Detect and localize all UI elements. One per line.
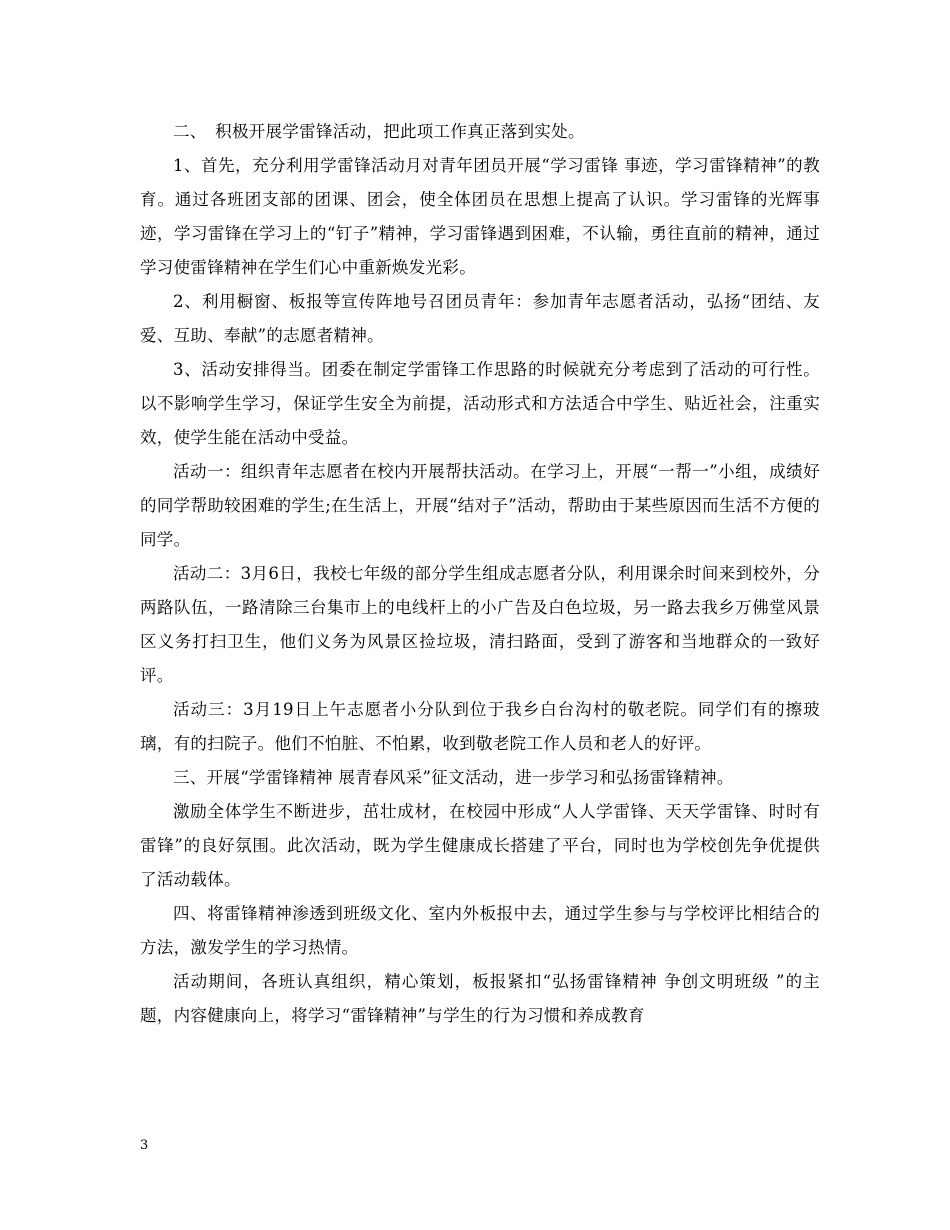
paragraph-activity-one: 活动一：组织青年志愿者在校内开展帮扶活动。在学习上，开展“一帮一”小组，成绩好的同学帮助较困难的学生;在生活上，开展“结对子”活动，帮助由于某些原因而生活不方便的同学。	[140, 462, 820, 549]
paragraph-item-3: 3、活动安排得当。团委在制定学雷锋工作思路的时候就充分考虑到了活动的可行性。以不影响学生学习，保证学生安全为前提，活动形式和方法适合中学生、贴近社会，注重实效，使学生能在活动中受益。	[140, 360, 820, 447]
paragraph-activity-three: 活动三：3月19日上午志愿者小分队到位于我乡白台沟村的敬老院。同学们有的擦玻璃，有的扫院子。他们不怕脏、不怕累，收到敬老院工作人员和老人的好评。	[140, 700, 820, 753]
page-number: 3	[140, 1138, 149, 1153]
paragraph-activity-period: 活动期间，各班认真组织，精心策划，板报紧扣“弘扬雷锋精神 争创文明班级 ”的主题，内容健康向上，将学习“雷锋精神”与学生的行为习惯和养成教育	[140, 972, 820, 1025]
paragraph-item-2: 2、利用橱窗、板报等宣传阵地号召团员青年：参加青年志愿者活动，弘扬“团结、友爱、互助、奉献”的志愿者精神。	[140, 292, 820, 345]
paragraph-activity-two: 活动二：3月6日，我校七年级的部分学生组成志愿者分队，利用课余时间来到校外，分两路队伍，一路清除三台集市上的电线杆上的小广告及白色垃圾，另一路去我乡万佛堂风景区义务打扫卫生，他们义务为风景区捡垃圾，清扫路面，受到了游客和当地群众的一致好评。	[140, 564, 820, 685]
section-heading-four: 四、将雷锋精神渗透到班级文化、室内外板报中去，通过学生参与与学校评比相结合的方法，激发学生的学习热情。	[140, 904, 820, 957]
section-heading-three: 三、开展“学雷锋精神 展青春风采”征文活动，进一步学习和弘扬雷锋精神。	[173, 768, 734, 787]
paragraph-item-1: 1、首先，充分利用学雷锋活动月对青年团员开展“学习雷锋 事迹，学习雷锋精神”的教育。通过各班团支部的团课、团会，使全体团员在思想上提高了认识。学习雷锋的光辉事迹，学习雷锋在学习上的“钉子”精神，学习雷锋遇到困难，不认输，勇往直前的精神，通过学习使雷锋精神在学生们心中重新焕发光彩。	[140, 156, 820, 277]
paragraph-encourage: 激励全体学生不断进步，茁壮成材，在校园中形成“人人学雷锋、天天学雷锋、时时有雷锋”的良好氛围。此次活动，既为学生健康成长搭建了平台，同时也为学校创先争优提供了活动载体。	[140, 802, 820, 889]
document-body	[140, 115, 820, 1033]
section-heading-two: 二、 积极开展学雷锋活动，把此项工作真正落到实处。	[173, 122, 585, 141]
